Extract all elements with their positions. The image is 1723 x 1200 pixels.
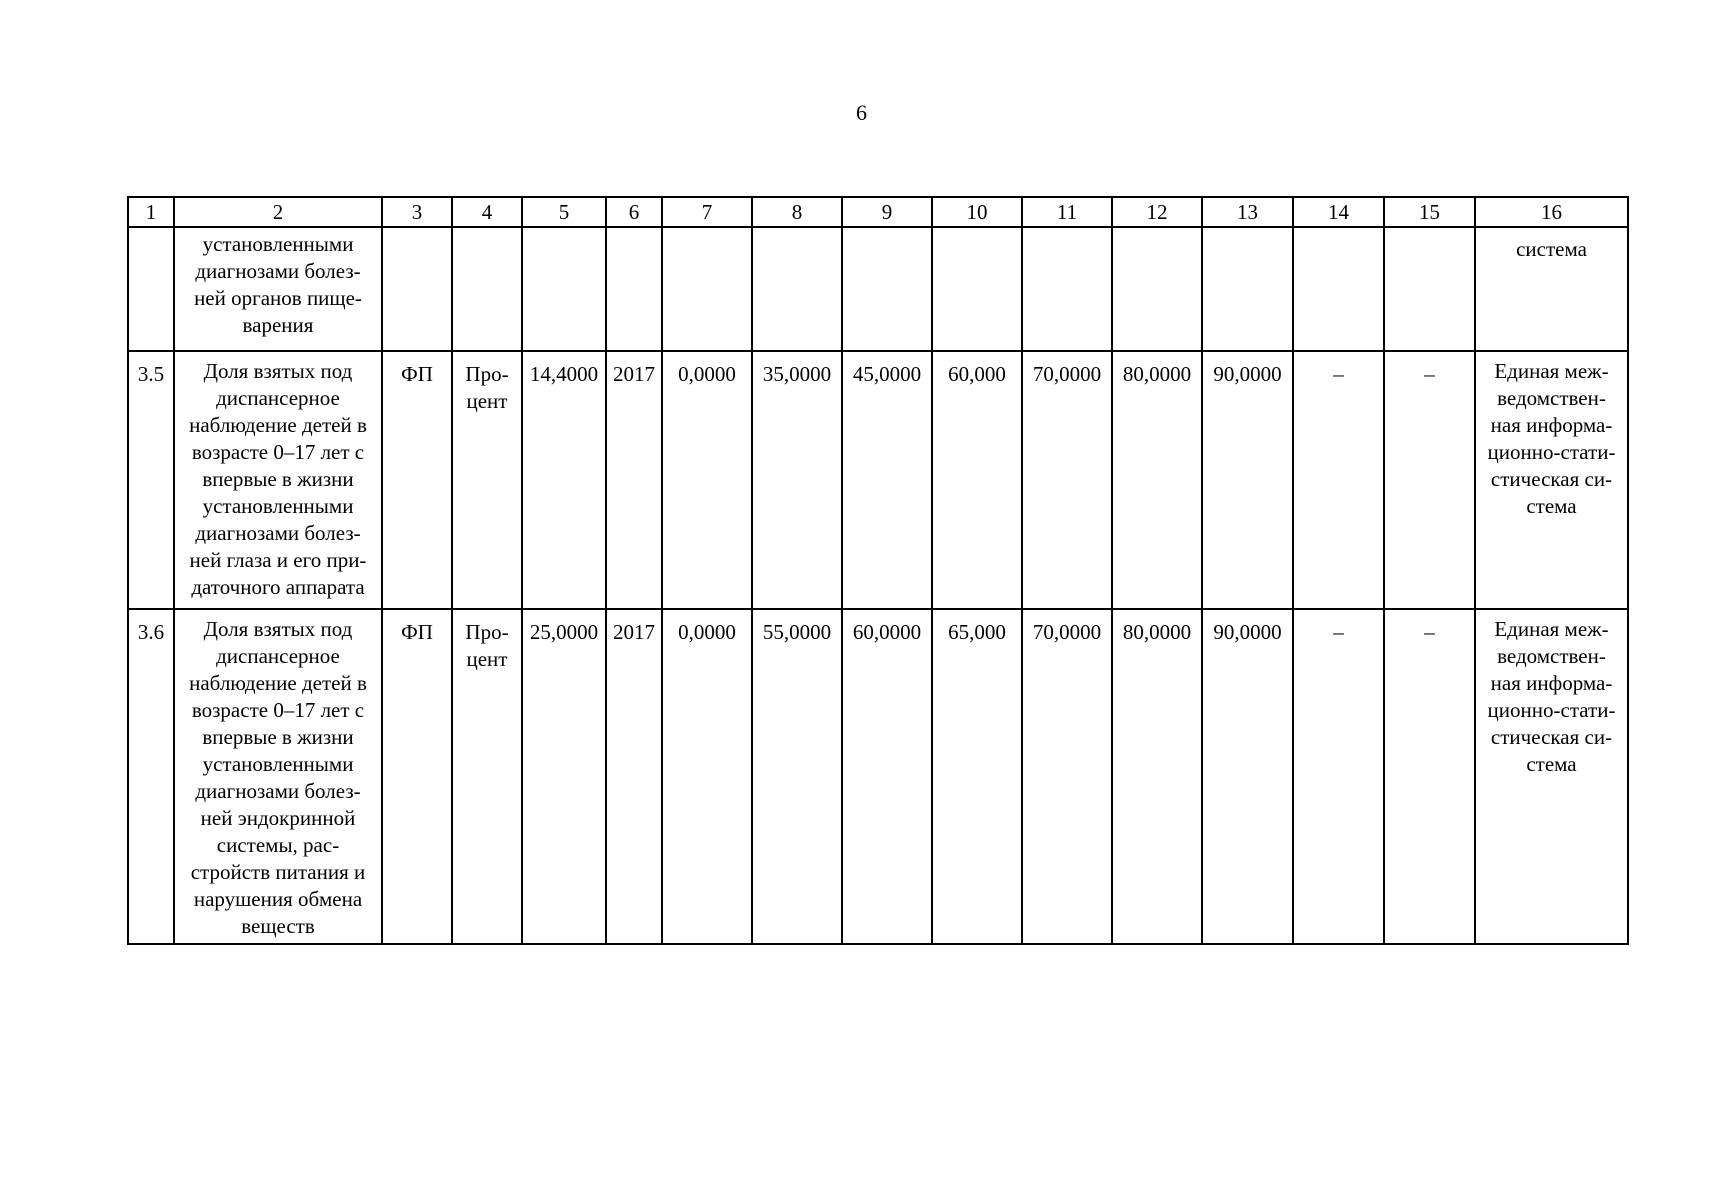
indicator-name: установленными диагнозами болез- ней органов пище- варения [174, 227, 382, 351]
unit-cell [452, 227, 522, 351]
value-cell: 70,0000 [1022, 351, 1112, 609]
table-row [128, 351, 1628, 609]
value-cell: 55,0000 [752, 609, 842, 944]
value-cell [752, 227, 842, 351]
value-cell: 65,000 [932, 609, 1022, 944]
value-cell [1112, 227, 1202, 351]
base-value-cell [522, 227, 606, 351]
value-cell: 90,0000 [1202, 609, 1293, 944]
indicator-name: Доля взятых под диспансерное наблюдение детей в возрасте 0–17 лет с впервые в жизни установленными диагнозами болез- ней эндокринной системы, рас- стройств питания и нарушения обмена веществ [174, 609, 382, 944]
table-header-row [128, 197, 1628, 227]
unit-cell: Про- цент [452, 609, 522, 944]
value-cell [1293, 227, 1384, 351]
table-row [128, 609, 1628, 944]
column-header: 1 [128, 197, 174, 227]
value-cell: – [1384, 609, 1475, 944]
column-header: 15 [1384, 197, 1475, 227]
table-row [128, 227, 1628, 351]
column-header: 7 [662, 197, 752, 227]
base-year-cell: 2017 [606, 609, 662, 944]
value-cell [1022, 227, 1112, 351]
value-cell: – [1384, 351, 1475, 609]
column-header: 3 [382, 197, 452, 227]
value-cell: 35,0000 [752, 351, 842, 609]
row-number: 3.6 [128, 609, 174, 944]
indicators-table [127, 196, 1629, 945]
data-source-cell: Единая меж- ведомствен- ная информа- ционно-стати- стическая си- стема [1475, 609, 1628, 944]
base-value-cell: 14,4000 [522, 351, 606, 609]
level-cell [382, 227, 452, 351]
level-cell: ФП [382, 351, 452, 609]
column-header: 8 [752, 197, 842, 227]
value-cell [1202, 227, 1293, 351]
row-number: 3.5 [128, 351, 174, 609]
unit-cell: Про- цент [452, 351, 522, 609]
value-cell [842, 227, 932, 351]
value-cell: 70,0000 [1022, 609, 1112, 944]
column-header: 13 [1202, 197, 1293, 227]
base-year-cell [606, 227, 662, 351]
base-value-cell: 25,0000 [522, 609, 606, 944]
value-cell: 0,0000 [662, 351, 752, 609]
value-cell [1384, 227, 1475, 351]
column-header: 6 [606, 197, 662, 227]
column-header: 11 [1022, 197, 1112, 227]
value-cell: 0,0000 [662, 609, 752, 944]
data-source-cell: Единая меж- ведомствен- ная информа- ционно-стати- стическая си- стема [1475, 351, 1628, 609]
value-cell: 60,0000 [842, 609, 932, 944]
data-source-cell: система [1475, 227, 1628, 351]
column-header: 4 [452, 197, 522, 227]
column-header: 9 [842, 197, 932, 227]
column-header: 16 [1475, 197, 1628, 227]
value-cell: 45,0000 [842, 351, 932, 609]
page-number: 6 [856, 100, 867, 125]
value-cell: – [1293, 351, 1384, 609]
value-cell: – [1293, 609, 1384, 944]
column-header: 12 [1112, 197, 1202, 227]
value-cell: 80,0000 [1112, 351, 1202, 609]
column-header: 5 [522, 197, 606, 227]
level-cell: ФП [382, 609, 452, 944]
value-cell: 60,000 [932, 351, 1022, 609]
indicator-name: Доля взятых под диспансерное наблюдение детей в возрасте 0–17 лет с впервые в жизни установленными диагнозами болез- ней глаза и его при- даточного аппарата [174, 351, 382, 609]
column-header: 10 [932, 197, 1022, 227]
value-cell: 80,0000 [1112, 609, 1202, 944]
column-header: 14 [1293, 197, 1384, 227]
base-year-cell: 2017 [606, 351, 662, 609]
column-header: 2 [174, 197, 382, 227]
value-cell: 90,0000 [1202, 351, 1293, 609]
row-number [128, 227, 174, 351]
value-cell [662, 227, 752, 351]
value-cell [932, 227, 1022, 351]
